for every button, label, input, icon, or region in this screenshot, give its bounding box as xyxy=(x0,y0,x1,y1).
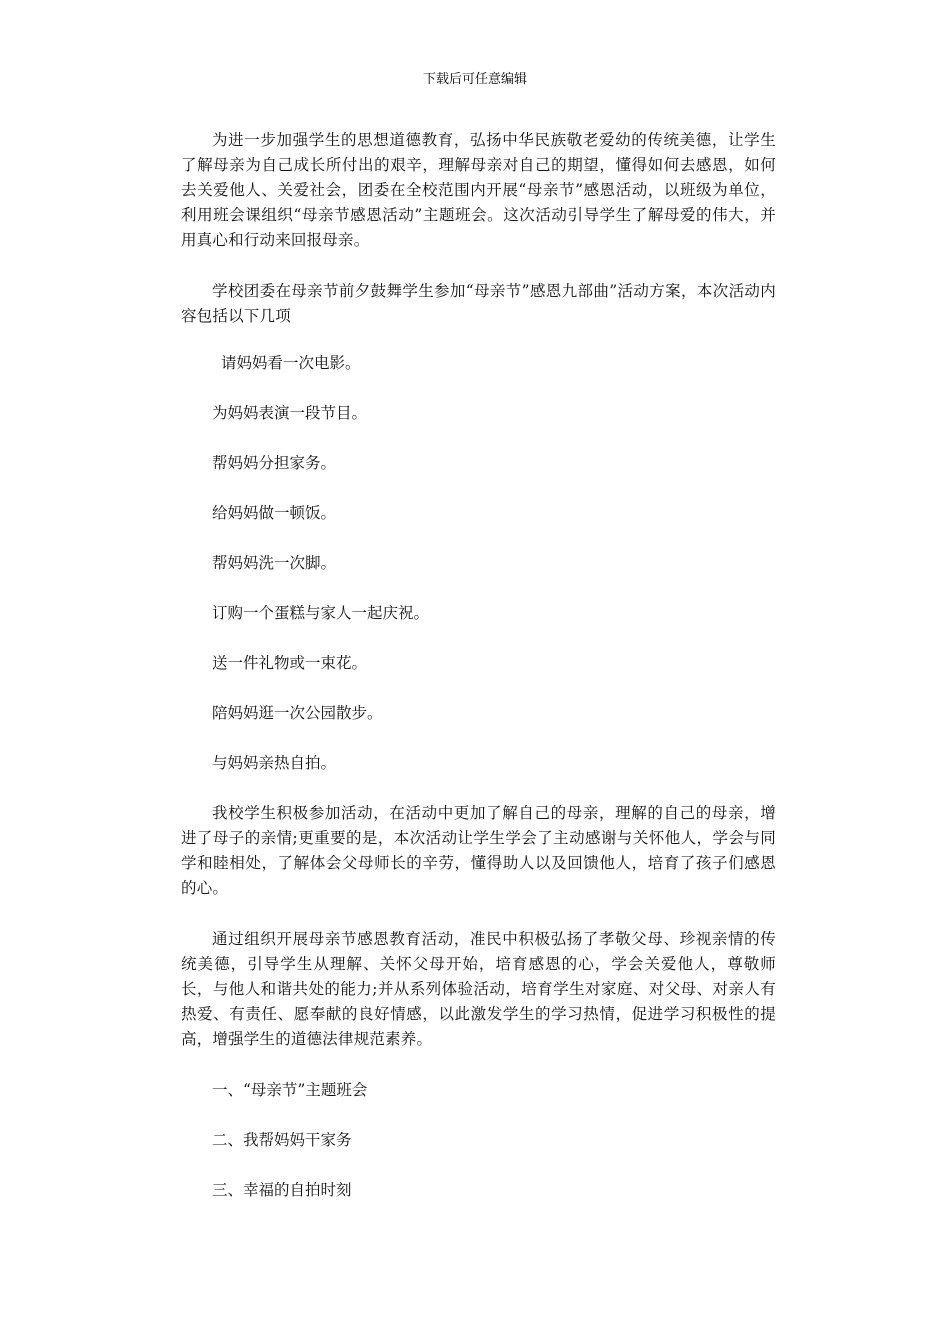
list-item: 订购一个蛋糕与家人一起庆祝。 xyxy=(212,604,430,622)
list-item: 陪妈妈逛一次公园散步。 xyxy=(212,704,383,722)
activity-list xyxy=(181,351,776,776)
list-item: 给妈妈做一顿饭。 xyxy=(212,504,337,522)
section-list xyxy=(181,1078,776,1203)
list-item: 帮妈妈洗一次脚。 xyxy=(212,554,337,572)
summary-paragraph: 通过组织开展母亲节感恩教育活动，准民中积极弘扬了孝敬父母、珍视亲情的传统美德，引导学生从理解、关怀父母开始，培育感恩的心，学会关爱他人，尊敬师长，与他人和谐共处的能力;并从系列体验活动，培育学生对家庭、对父母、对亲人有热爱、有责任、愿奉献的良好情感，以此激发学生的学习热情，促进学习积极性的提高，增强学生的道德法律规范素养。 xyxy=(181,930,776,1048)
page-header: 下载后可任意编辑 xyxy=(422,72,527,87)
list-item: 为妈妈表演一段节目。 xyxy=(212,404,368,422)
list-item: 送一件礼物或一束花。 xyxy=(212,654,368,672)
section-heading: 三、幸福的自拍时刻 xyxy=(212,1181,352,1199)
list-item: 帮妈妈分担家务。 xyxy=(212,454,337,472)
document-body xyxy=(181,128,776,1228)
section-heading: 二、我帮妈妈干家务 xyxy=(212,1131,352,1149)
list-item: 请妈妈看一次电影。 xyxy=(221,354,361,372)
intro-paragraph: 为进一步加强学生的思想道德教育，弘扬中华民族敬老爱幼的传统美德，让学生了解母亲为自己成长所付出的艰辛，理解母亲对自己的期望，懂得如何去感恩，如何去关爱他人、关爱社会，团委在全校范围内开展“母亲节”感恩活动，以班级为单位，利用班会课组织“母亲节感恩活动”主题班会。这次活动引导学生了解母爱的伟大，并用真心和行动来回报母亲。 xyxy=(181,131,776,249)
activity-intro-paragraph: 学校团委在母亲节前夕鼓舞学生参加“母亲节”感恩九部曲”活动方案，本次活动内容包括以下几项 xyxy=(181,282,776,325)
section-heading: 一、“母亲节”主题班会 xyxy=(212,1081,368,1099)
result-paragraph: 我校学生积极参加活动，在活动中更加了解自己的母亲，理解的自己的母亲，增进了母子的亲情;更重要的是，本次活动让学生学会了主动感谢与关怀他人，学会与同学和睦相处，了解体会父母师长的辛劳，懂得助人以及回馈他人，培育了孩子们感恩的心。 xyxy=(181,804,776,897)
list-item: 与妈妈亲热自拍。 xyxy=(212,754,337,772)
